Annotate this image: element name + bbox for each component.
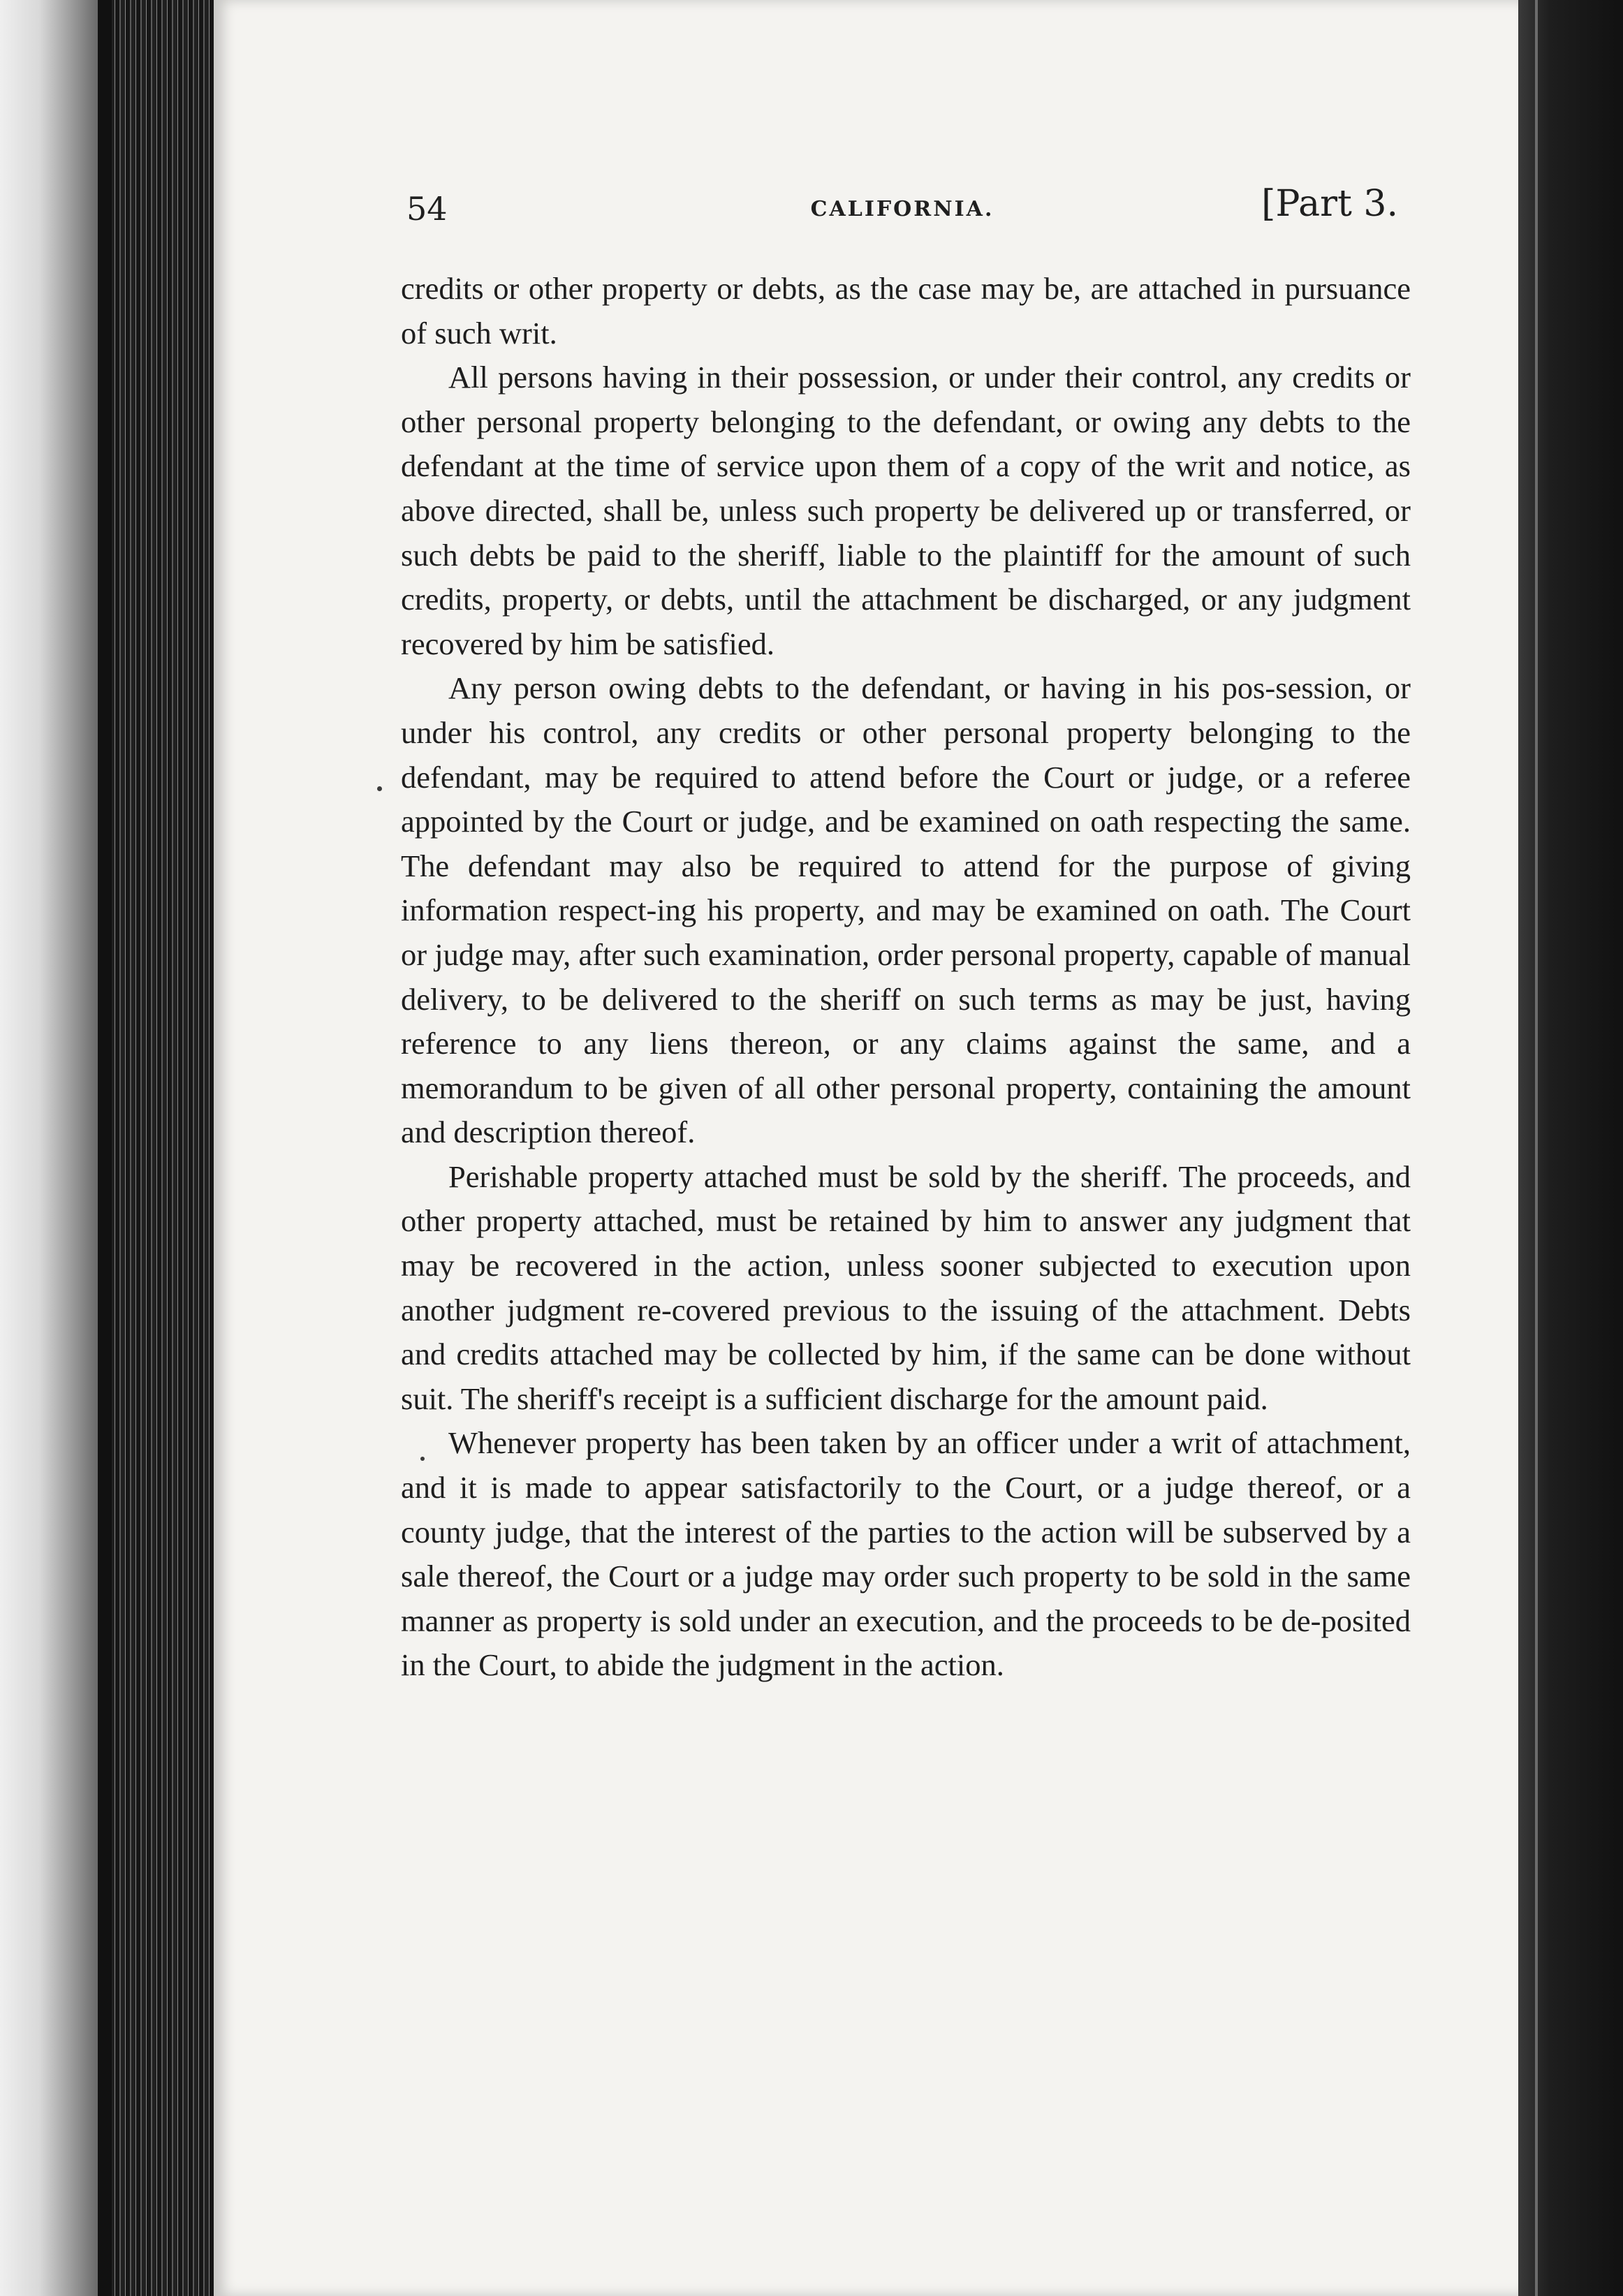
book-page: [214, 0, 1518, 2296]
book-edge-left: [0, 0, 216, 2296]
running-head: [406, 183, 1398, 239]
book-edge-right: [1518, 0, 1623, 2296]
paragraph: Any person owing debts to the defendant, or having in his pos-session, or under his control, any credits or other personal property belonging to the defendant, may be required to attend before the Court or judge, or a referee appointed by the Court or judge, and be examined on oath respecting the same. The defendant may also be required to attend for the purpose of giving information respect-ing his property, and may be examined on oath. The Court or judge may, after such examination, order personal property, capable of manual delivery, to be delivered to the sheriff on such terms as may be just, having reference to any liens thereon, or any claims against the same, and a memorandum to be given of all other personal property, containing the amount and description thereof.: [401, 670, 1411, 1150]
cover-edge-line: [1535, 0, 1538, 2296]
page-number: 54: [406, 190, 448, 228]
running-title: CALIFORNIA.: [810, 197, 994, 221]
paragraph: credits or other property or debts, as the case may be, are attached in pursuance of such writ.: [401, 271, 1411, 351]
speck: [377, 786, 382, 791]
part-label: [Part 3.: [1261, 183, 1398, 225]
paragraph: All persons having in their possession, or under their control, any credits or other personal property belonging to the defendant, or owing any debts to the defendant at the time of service upon them of a copy of the writ and notice, as above directed, shall be, unless such property be delivered up or transferred, or such debts be paid to the sheriff, liable to the plaintiff for the amount of such credits, property, or debts, until the attachment be discharged, or any judgment recovered by him be satisfied.: [401, 360, 1411, 661]
body-text: [401, 267, 1411, 1688]
scan-margin-shade: [0, 0, 98, 2296]
paragraph: Whenever property has been taken by an officer under a writ of attachment, and it is made to appear satisfactorily to the Court, or a judge thereof, or a county judge, that the interest of the parties to the action will be subserved by a sale thereof, the Court or a judge may order such property to be sold in the same manner as property is sold under an execution, and the proceeds to be de-posited in the Court, to abide the judgment in the action.: [401, 1425, 1411, 1683]
speck: [420, 1457, 425, 1461]
paragraph: Perishable property attached must be sold by the sheriff. The proceeds, and other property attached, must be retained by him to answer any judgment that may be recovered in the action, unless sooner subjected to execution upon another judgment re-covered previous to the issuing of the attachment. Debts and credits attached may be collected by him, if the same can be done without suit. The sheriff's receipt is a sufficient discharge for the amount paid.: [401, 1158, 1411, 1416]
gutter-fold: [98, 0, 112, 2296]
